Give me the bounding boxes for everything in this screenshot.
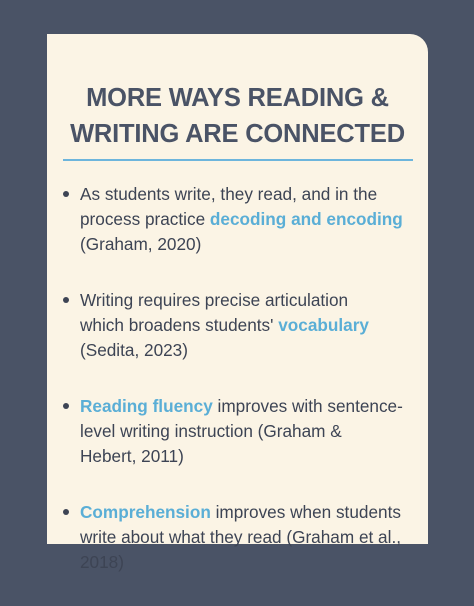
highlight-term: Comprehension <box>80 502 211 522</box>
item-line: As students write, they read, and in the <box>80 184 378 204</box>
item-text: improves when students <box>210 502 401 522</box>
item-text: process practice <box>80 209 210 229</box>
highlight-term: decoding and encoding <box>209 209 403 229</box>
title-line-2: WRITING ARE CONNECTED <box>70 120 405 148</box>
list-item <box>63 288 420 394</box>
item-line <box>80 313 420 338</box>
list-item <box>63 394 420 500</box>
divider <box>63 159 413 161</box>
item-line <box>80 207 420 232</box>
bullet-list <box>63 182 420 606</box>
list-item <box>63 182 420 288</box>
bullet-dot-icon <box>63 403 69 409</box>
list-item <box>63 500 420 606</box>
item-text: improves with sentence- <box>212 396 403 416</box>
item-citation: Hebert, 2011) <box>80 446 184 466</box>
item-line: Writing requires precise articulation <box>80 290 349 310</box>
highlight-term: Reading fluency <box>80 396 213 416</box>
item-citation: (Graham, 2020) <box>80 234 202 254</box>
bullet-dot-icon <box>63 509 69 515</box>
item-line <box>80 394 420 419</box>
item-line: write about what they read (Graham et al., <box>80 527 401 547</box>
title-line-1: MORE WAYS READING & <box>86 84 389 112</box>
item-text: which broadens students' <box>80 315 279 335</box>
item-line <box>80 500 420 525</box>
bullet-dot-icon <box>63 191 69 197</box>
highlight-term: vocabulary <box>278 315 369 335</box>
info-card <box>47 34 428 572</box>
page-title <box>47 80 428 152</box>
item-citation: (Sedita, 2023) <box>80 340 188 360</box>
item-line: level writing instruction (Graham & <box>80 421 342 441</box>
bullet-dot-icon <box>63 297 69 303</box>
item-citation: 2018) <box>80 552 124 572</box>
